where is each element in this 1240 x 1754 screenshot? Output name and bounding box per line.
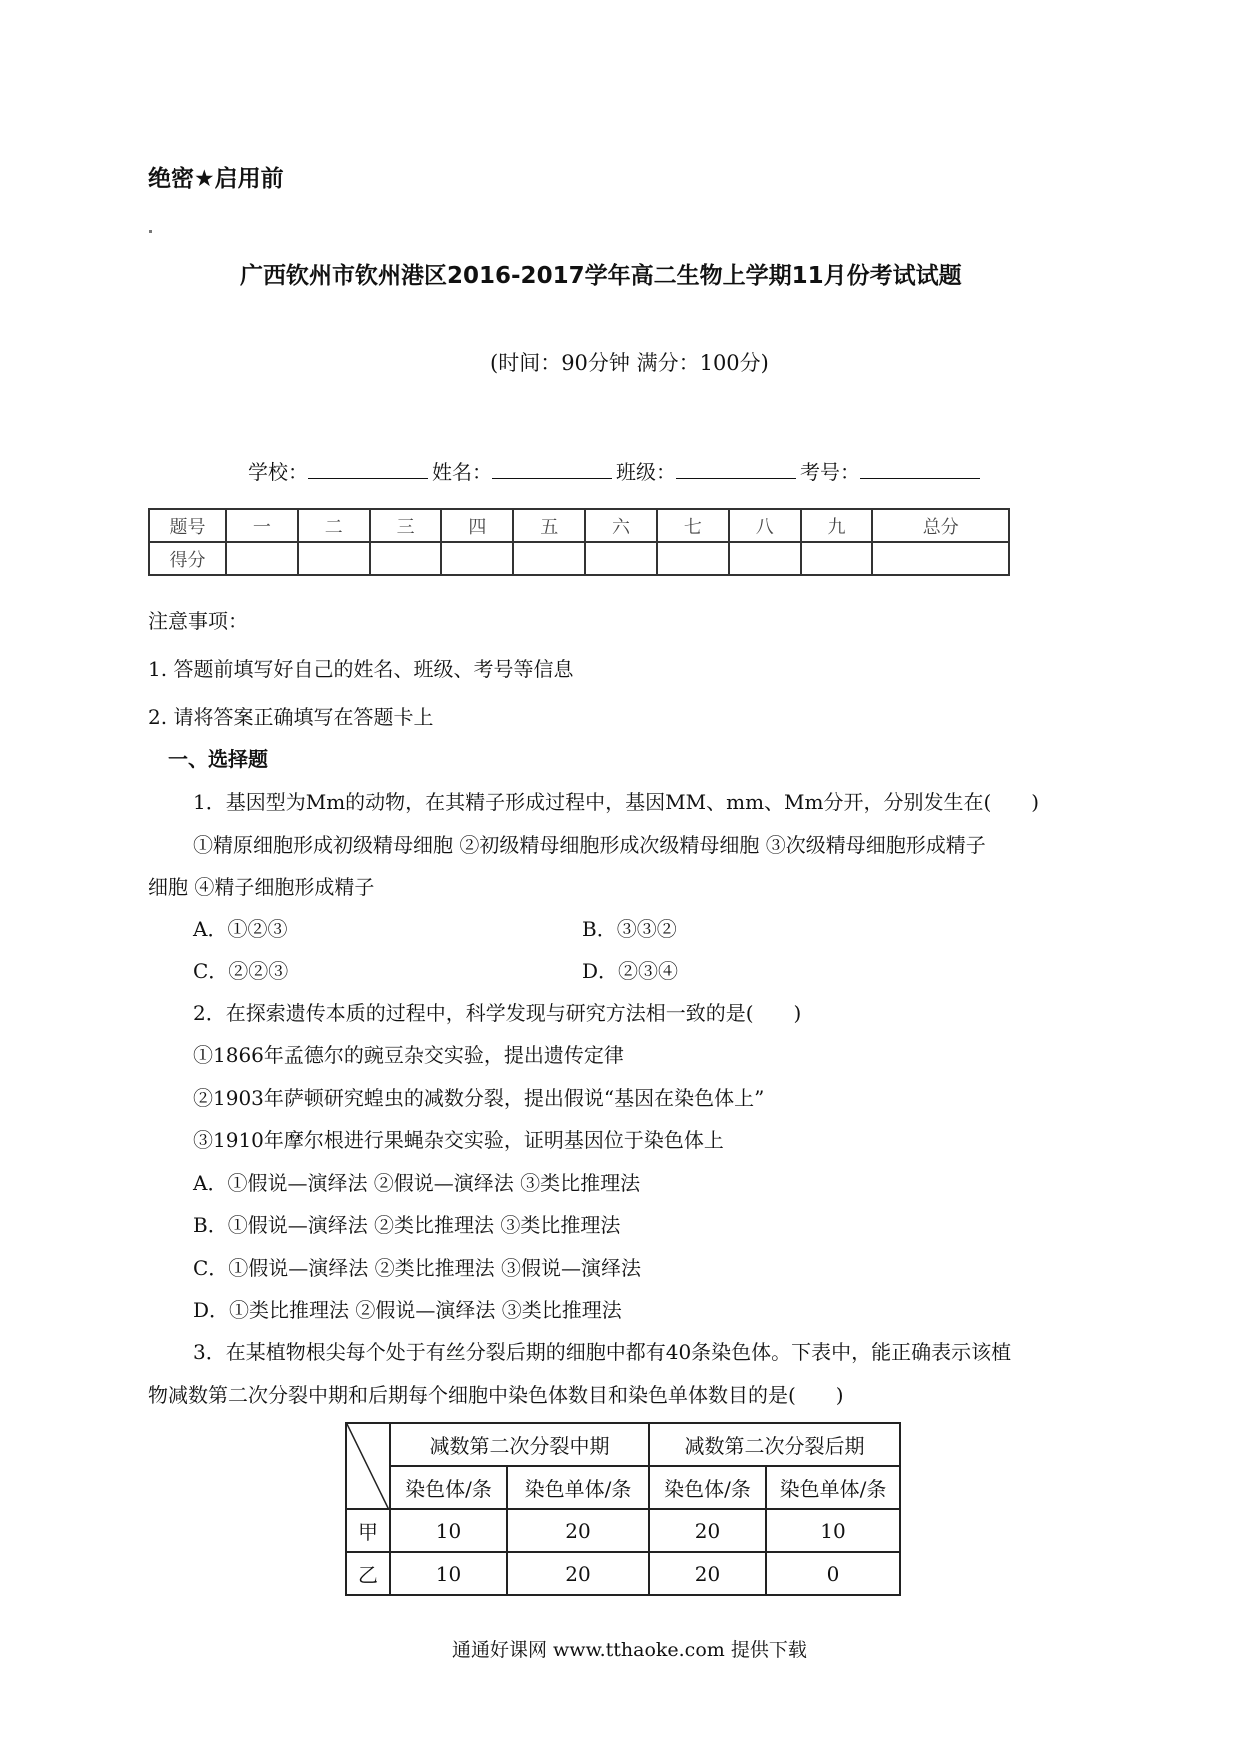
score-cell[interactable]: [298, 542, 370, 575]
table-cell: 10: [766, 1509, 900, 1552]
name-field[interactable]: [492, 456, 612, 479]
question-1-option-b[interactable]: B．③③②: [582, 917, 677, 941]
diagonal-line: [347, 1424, 389, 1510]
score-cell[interactable]: [657, 542, 729, 575]
score-col-header: 五: [513, 509, 585, 542]
score-cell[interactable]: [513, 542, 585, 575]
table-cell: 20: [507, 1552, 649, 1595]
score-cell[interactable]: [370, 542, 442, 575]
score-cell[interactable]: [226, 542, 298, 575]
score-cell[interactable]: [729, 542, 801, 575]
sub-header: 染色单体/条: [766, 1466, 900, 1509]
note-item: 1. 答题前填写好自己的姓名、班级、考号等信息: [148, 657, 574, 681]
question-2-option-d[interactable]: D．①类比推理法 ②假说—演绎法 ③类比推理法: [193, 1298, 622, 1322]
score-col-header: 总分: [872, 509, 1009, 542]
name-label: 姓名：: [432, 460, 492, 484]
page-footer: 通通好课网 www.tthaoke.com 提供下载: [452, 1639, 807, 1661]
score-row-header: 得分: [149, 542, 226, 575]
score-col-header: 六: [585, 509, 657, 542]
table-cell: 10: [390, 1509, 507, 1552]
table-cell: 20: [649, 1552, 766, 1595]
exam-number-label: 考号：: [800, 460, 860, 484]
score-cell[interactable]: [585, 542, 657, 575]
section-heading: 一、选择题: [168, 747, 268, 771]
score-cell[interactable]: [872, 542, 1009, 575]
info-fields: [248, 456, 984, 485]
question-3-stem-cont: 物减数第二次分裂中期和后期每个细胞中染色体数目和染色单体数目的是( ): [148, 1383, 844, 1407]
sub-header: 染色体/条: [649, 1466, 766, 1509]
notes-title: 注意事项：: [148, 609, 248, 633]
sub-header: 染色单体/条: [507, 1466, 649, 1509]
question-2-option-a[interactable]: A．①假说—演绎法 ②假说—演绎法 ③类比推理法: [193, 1171, 641, 1195]
page-title: 广西钦州市钦州港区2016-2017学年高二生物上学期11月份考试试题: [240, 263, 962, 289]
score-row-header: 题号: [149, 509, 226, 542]
score-col-header: 一: [226, 509, 298, 542]
question-1-options: ①精原细胞形成初级精母细胞 ②初级精母细胞形成次级精母细胞 ③次级精母细胞形成精子: [193, 833, 986, 857]
classification-label: 绝密★启用前: [148, 166, 284, 192]
question-1-options-cont: 细胞 ④精子细胞形成精子: [148, 875, 375, 899]
question-1-option-d[interactable]: D．②③④: [582, 959, 679, 983]
table-row: [346, 1552, 900, 1595]
class-field[interactable]: [676, 456, 796, 479]
question-2-stem: 2．在探索遗传本质的过程中，科学发现与研究方法相一致的是( ): [193, 1001, 802, 1025]
score-cell[interactable]: [801, 542, 873, 575]
row-label: 乙: [346, 1552, 390, 1595]
question-2-statement: ③1910年摩尔根进行果蝇杂交实验，证明基因位于染色体上: [193, 1128, 724, 1152]
page-subtitle: (时间：90分钟 满分：100分): [490, 351, 769, 375]
question-2-option-c[interactable]: C．①假说—演绎法 ②类比推理法 ③假说—演绎法: [193, 1256, 642, 1280]
diagonal-header-cell: [346, 1423, 390, 1509]
note-item: 2. 请将答案正确填写在答题卡上: [148, 705, 434, 729]
table-cell: 0: [766, 1552, 900, 1595]
sub-header: 染色体/条: [390, 1466, 507, 1509]
class-label: 班级：: [616, 460, 676, 484]
question-3-stem: 3．在某植物根尖每个处于有丝分裂后期的细胞中都有40条染色体。下表中，能正确表示该植: [193, 1340, 1012, 1364]
question-1-stem: 1．基因型为Mm的动物，在其精子形成过程中，基因MM、mm、Mm分开，分别发生在( ): [193, 790, 1040, 814]
question-1-option-c[interactable]: C．②②③: [193, 959, 289, 983]
table-row: [346, 1509, 900, 1552]
row-label: 甲: [346, 1509, 390, 1552]
score-table: [148, 508, 1010, 576]
table-cell: 20: [507, 1509, 649, 1552]
chromosome-group-header-row: [346, 1423, 900, 1466]
score-col-header: 九: [801, 509, 873, 542]
question-2-option-b[interactable]: B．①假说—演绎法 ②类比推理法 ③类比推理法: [193, 1213, 621, 1237]
score-col-header: 七: [657, 509, 729, 542]
score-col-header: 八: [729, 509, 801, 542]
score-value-row: [149, 542, 1009, 575]
question-2-statement: ②1903年萨顿研究蝗虫的减数分裂，提出假说“基因在染色体上”: [193, 1086, 765, 1110]
score-header-row: [149, 509, 1009, 542]
score-col-header: 三: [370, 509, 442, 542]
score-col-header: 四: [441, 509, 513, 542]
question-2-statement: ①1866年孟德尔的豌豆杂交实验，提出遗传定律: [193, 1043, 624, 1067]
score-cell[interactable]: [441, 542, 513, 575]
exam-number-field[interactable]: [860, 456, 980, 479]
chromosome-table: [345, 1422, 901, 1596]
school-field[interactable]: [308, 456, 428, 479]
score-col-header: 二: [298, 509, 370, 542]
question-1-option-a[interactable]: A．①②③: [193, 917, 288, 941]
group-header: 减数第二次分裂中期: [390, 1423, 649, 1466]
table-cell: 10: [390, 1552, 507, 1595]
group-header: 减数第二次分裂后期: [649, 1423, 900, 1466]
scan-dot: [149, 230, 152, 233]
chromosome-sub-header-row: [346, 1466, 900, 1509]
table-cell: 20: [649, 1509, 766, 1552]
school-label: 学校：: [248, 460, 308, 484]
